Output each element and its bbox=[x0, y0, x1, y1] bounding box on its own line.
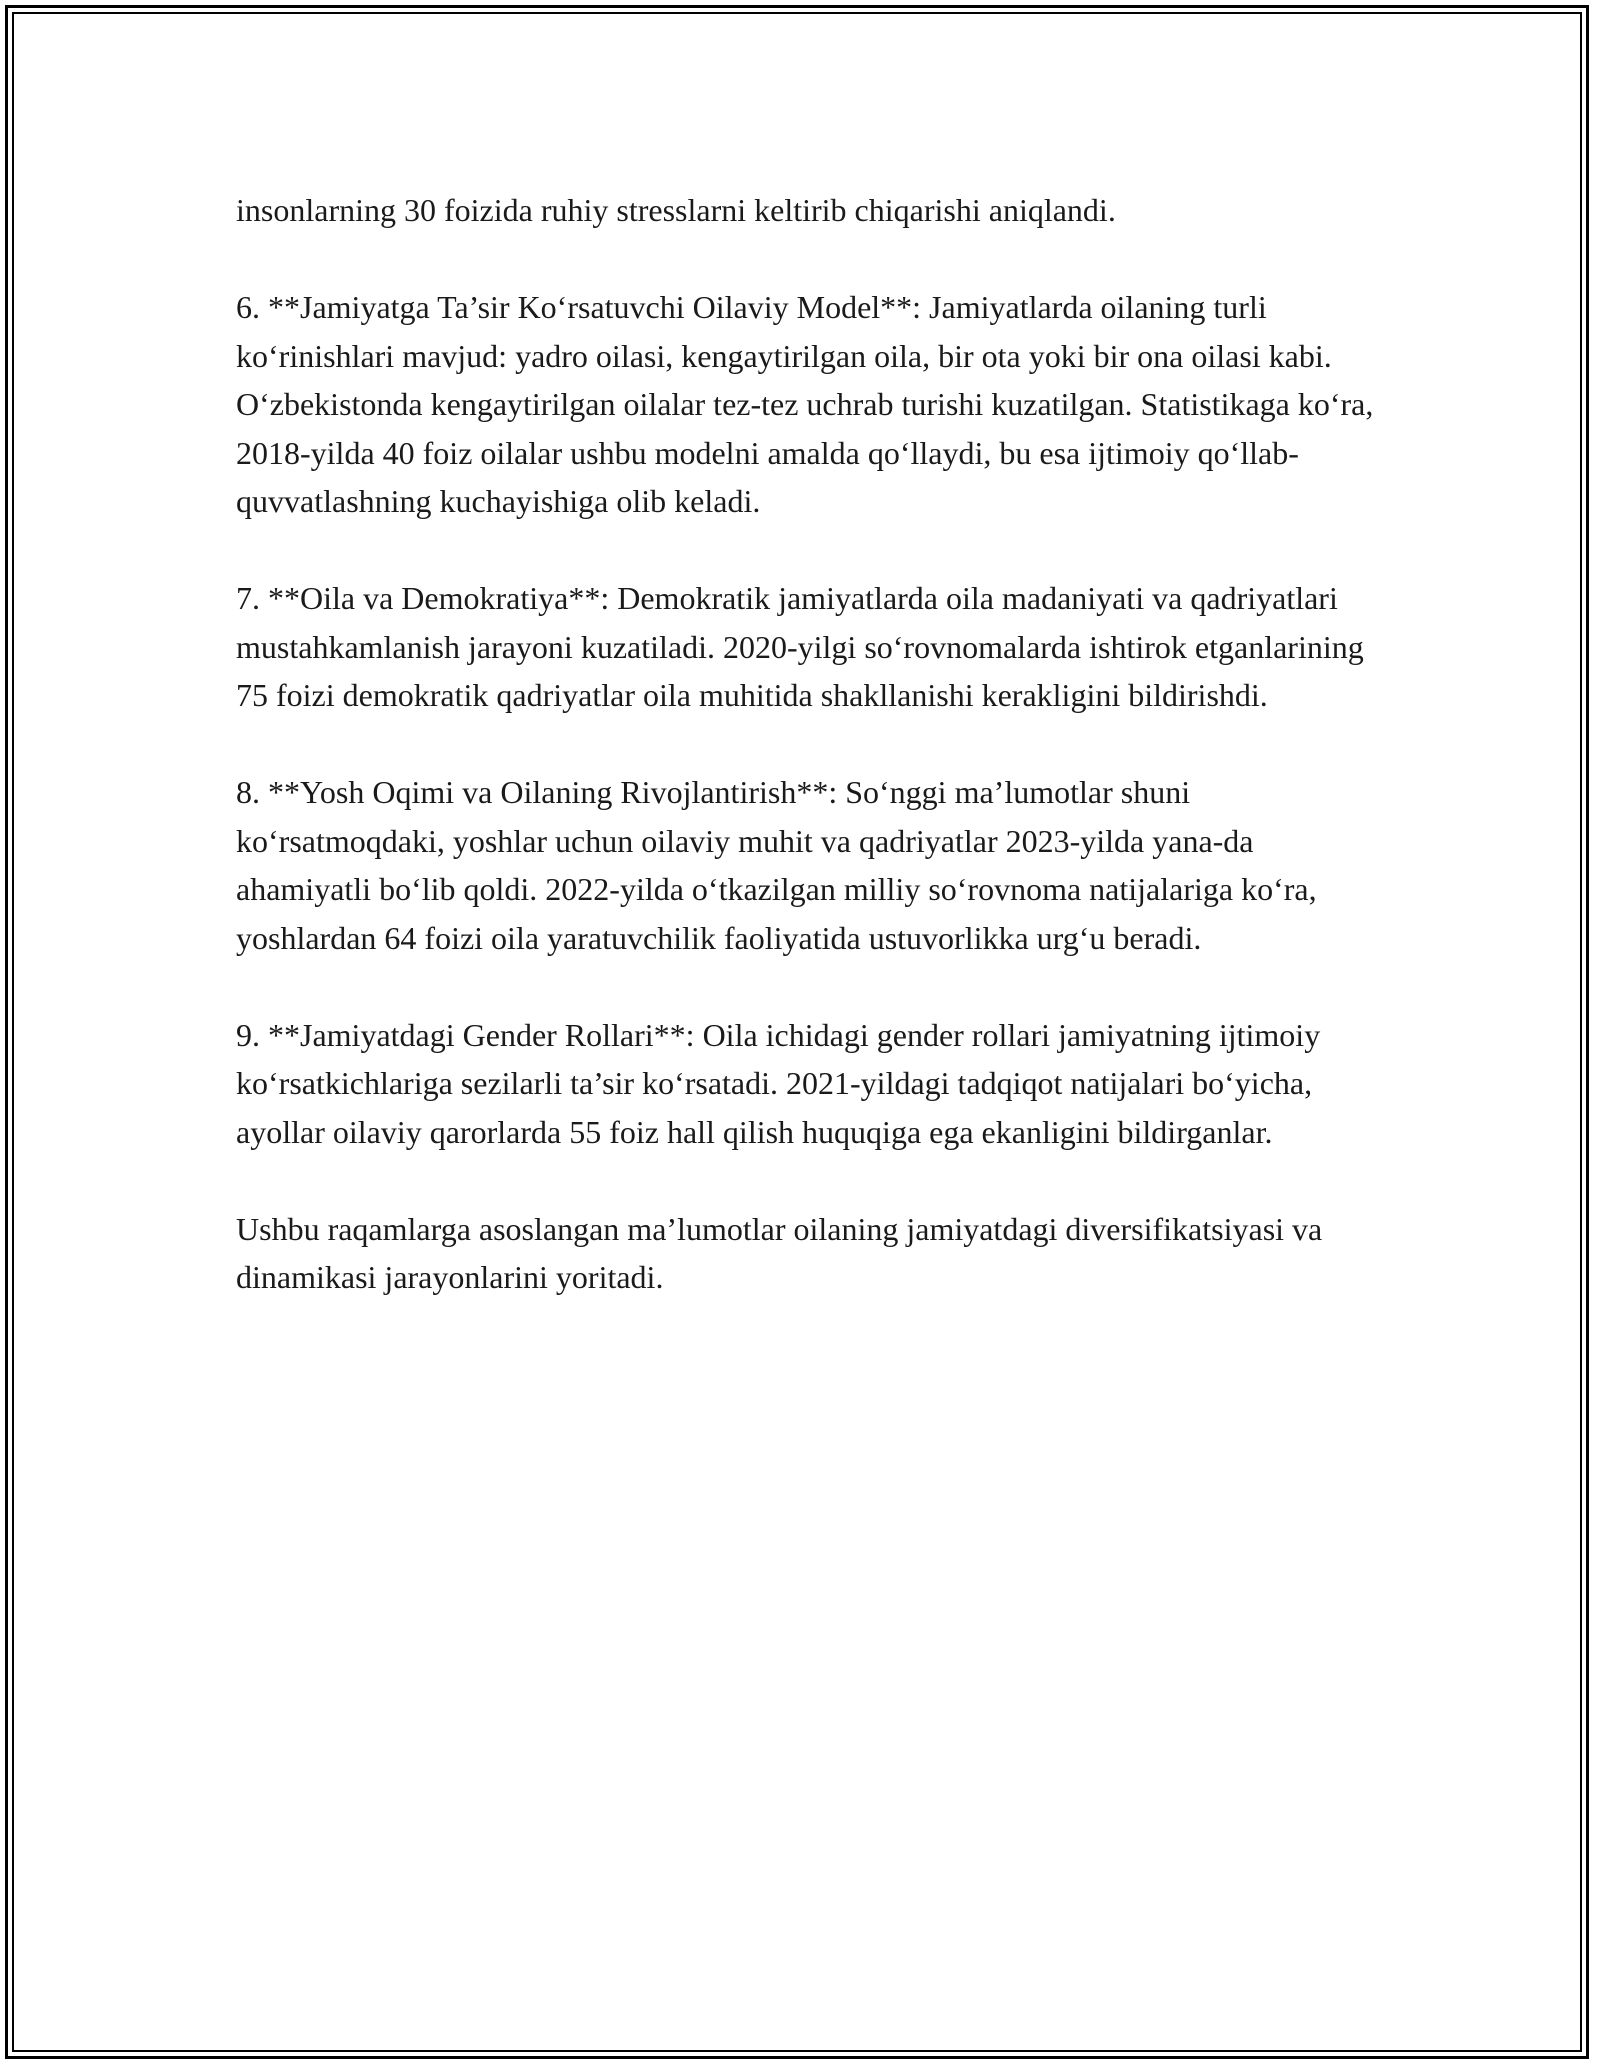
paragraph-item-7: 7. **Oila va Demokratiya**: Demokratik jamiyatlarda oila madaniyati va qadriyatlari mustahkamlanish jarayoni kuzatiladi. 2020-yilgi so‘rovnomalarda ishtirok etganlarining 75 foizi demokratik qadriyatlar oila muhitida shakllanishi kerakligini bildirishdi. bbox=[236, 580, 1364, 713]
paragraph-item-9: 9. **Jamiyatdagi Gender Rollari**: Oila ichidagi gender rollari jamiyatning ijtimoiy ko‘rsatkichlariga sezilarli ta’sir ko‘rsatadi. 2021-yildagi tadqiqot natijalari bo‘yicha, ayollar oilaviy qarorlarda 55 foiz hall qilish huquqiga ega ekanligini bildirganlar. bbox=[236, 1016, 1321, 1150]
paragraph-item-6: 6. **Jamiyatga Ta’sir Ko‘rsatuvchi Oilaviy Model**: Jamiyatlarda oilaning turli ko‘rinishlari mavjud: yadro oilasi, kengaytirilgan oila, bir ota yoki bir ona oilasi kabi. O‘zbekistonda kengaytirilgan oilalar tez-tez uchrab turishi kuzatilgan. Statistikaga ko‘ra, 2018-yilda 40 foiz oilalar ushbu modelni amalda qo‘llaydi, bu esa ijtimoiy qo‘llab-quvvatlashning kuchayishiga olib keladi. bbox=[236, 289, 1374, 519]
paragraph-item-8: 8. **Yosh Oqimi va Oilaning Rivojlantirish**: So‘nggi ma’lumotlar shuni ko‘rsatmoqdaki, yoshlar uchun oilaviy muhit va qadriyatlar 2023-yilda yana-da ahamiyatli bo‘lib qoldi. 2022-yilda o‘tkazilgan milliy so‘rovnoma natijalariga ko‘ra, yoshlardan 64 foizi oila yaratuvchilik faoliyatida ustuvorlikka urg‘u beradi. bbox=[236, 774, 1317, 956]
document-body bbox=[236, 186, 1376, 1302]
paragraph-continuation: insonlarning 30 foizida ruhiy stresslarni keltirib chiqarishi aniqlandi. bbox=[236, 192, 1116, 228]
paragraph-conclusion: Ushbu raqamlarga asoslangan ma’lumotlar oilaning jamiyatdagi diversifikatsiyasi va dinamikasi jarayonlarini yoritadi. bbox=[236, 1210, 1323, 1295]
